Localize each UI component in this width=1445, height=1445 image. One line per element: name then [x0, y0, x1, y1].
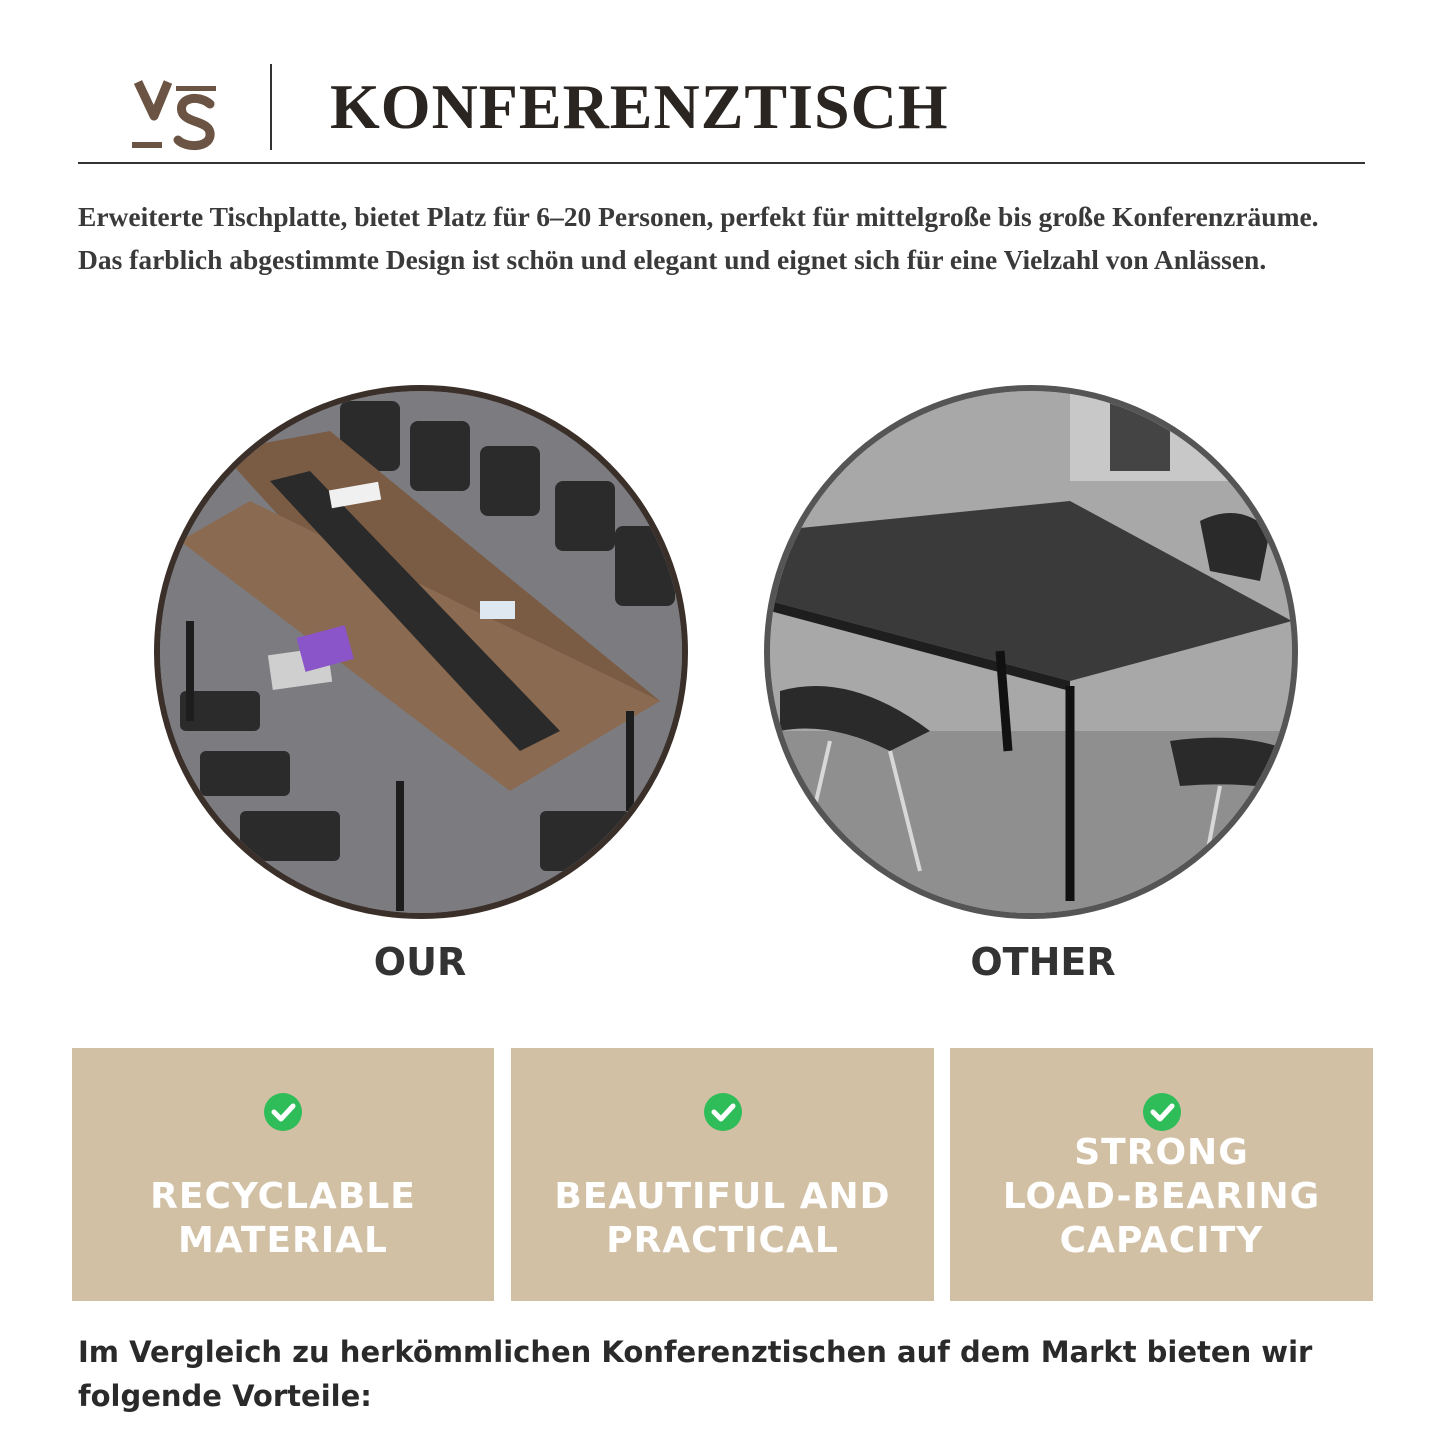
page-header — [78, 60, 1365, 164]
feature-text: STRONG LOAD-BEARING CAPACITY — [1002, 1132, 1321, 1261]
other-table-photo — [764, 385, 1298, 919]
header-divider — [270, 64, 272, 150]
footer-text: Im Vergleich zu herkömmlichen Konferenztischen auf dem Markt bieten wir folgende Vorteile: — [78, 1335, 1313, 1413]
check-icon — [1142, 1092, 1182, 1132]
feature-text: BEAUTIFUL AND PRACTICAL — [554, 1176, 891, 1261]
feature-card-recyclable — [72, 1048, 494, 1301]
vs-brand-logo — [128, 72, 224, 152]
feature-card-beautiful — [511, 1048, 934, 1301]
our-label: OUR — [373, 940, 467, 984]
other-label: OTHER — [970, 940, 1116, 984]
check-icon — [703, 1092, 743, 1132]
intro-text: Erweiterte Tischplatte, bietet Platz für 6–20 Personen, perfekt für mittelgroße bis große Konferenzräume. Das farblich abgestimmte Design ist schön und elegant und eignet sich für eine Vielzahl von Anlässen. — [78, 201, 1319, 275]
feature-text: RECYCLABLE MATERIAL — [150, 1176, 416, 1261]
feature-card-load-bearing — [950, 1048, 1373, 1301]
header-rule — [78, 162, 1365, 164]
our-table-photo — [154, 385, 688, 919]
page-title: KONFERENZTISCH — [330, 71, 949, 142]
check-icon — [263, 1092, 303, 1132]
